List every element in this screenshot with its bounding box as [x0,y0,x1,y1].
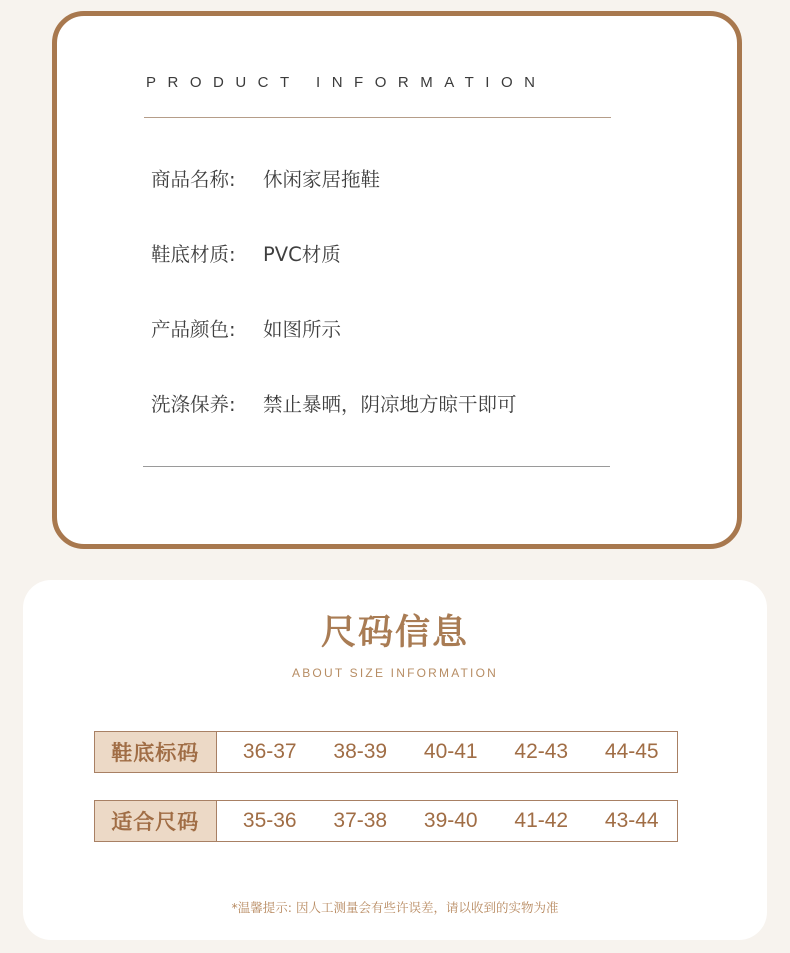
size-table-fit [94,800,678,842]
info-row-name [151,164,380,192]
size-table-header: 适合尺码 [95,801,217,841]
info-row-color [151,314,341,342]
divider-bottom [143,466,610,467]
info-label: 鞋底材质: [151,243,236,266]
info-label: 产品颜色: [151,318,236,341]
size-cell: 40-41 [423,740,478,763]
product-info-card [52,11,742,549]
size-cell: 37-38 [333,809,388,832]
info-value: 休闲家居拖鞋 [263,168,381,191]
size-cell: 38-39 [333,740,388,763]
size-cell: 41-42 [514,809,569,832]
info-label: 商品名称: [151,168,236,191]
size-tip: *温馨提示: 因人工测量会有些许误差，请以收到的实物为准 [231,900,559,915]
info-value: 如图所示 [263,318,342,341]
size-info-subtitle: ABOUT SIZE INFORMATION [292,666,498,680]
size-cell: 43-44 [604,809,659,832]
info-value: 禁止暴晒，阴凉地方晾干即可 [263,393,517,416]
size-cell: 35-36 [242,809,297,832]
divider-top [144,117,611,118]
size-info-title: 尺码信息 [320,613,469,653]
info-label: 洗涤保养: [151,393,236,416]
info-row-material [151,239,341,267]
size-table-header: 鞋底标码 [95,732,217,772]
product-info-heading: PRODUCT INFORMATION [146,74,547,91]
size-cell: 39-40 [423,809,478,832]
info-value: PVC材质 [263,243,341,266]
size-info-card [23,580,767,940]
info-row-care [151,389,517,417]
size-cell: 42-43 [514,740,569,763]
size-cell: 36-37 [242,740,297,763]
size-cell: 44-45 [604,740,659,763]
size-table-sole [94,731,678,773]
